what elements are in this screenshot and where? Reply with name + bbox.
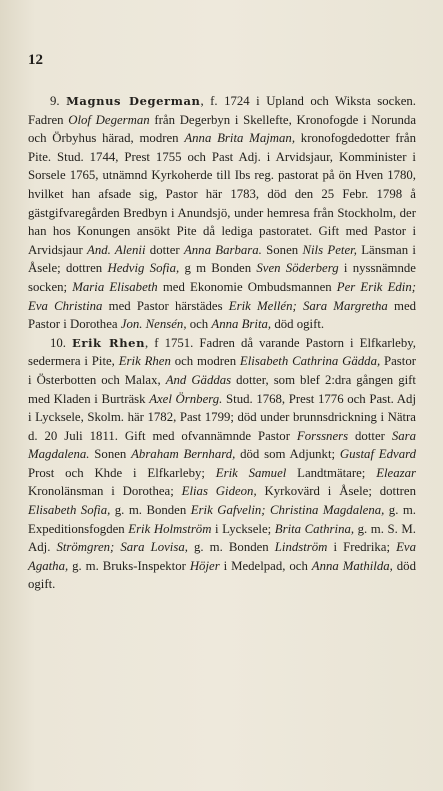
text-run: och modren xyxy=(170,354,240,369)
text-run: med Pastor i Dorothea xyxy=(28,298,417,332)
italic-name-run: Forssners xyxy=(296,428,349,443)
italic-name-run: Sara Magdalena. xyxy=(28,428,416,462)
text-run: g m Bonden xyxy=(179,261,257,276)
entry-number: 10. xyxy=(50,335,66,350)
text-run: , f 1751. Fadren då varande Pastorn i Elfkarleby, sedermera i Pite, xyxy=(28,335,416,369)
text-run: Landtmätare; xyxy=(286,465,377,480)
italic-name-run: Brita Cathrina, xyxy=(274,521,355,536)
text-run: Länsman i Åsele; dottren xyxy=(28,242,416,276)
italic-name-run: Maria Elisabeth xyxy=(72,279,158,294)
text-run: med Pastor härstädes xyxy=(102,298,229,313)
text-run: i nyssnämnde socken; xyxy=(28,261,416,294)
text-run: Pastor i Österbotten och Malax, xyxy=(28,354,416,387)
entry-paragraph xyxy=(28,334,416,594)
italic-name-run: Erik Samuel xyxy=(215,465,287,480)
italic-name-run: Anna Barbara. xyxy=(183,242,262,257)
text-run: dotter xyxy=(348,428,392,443)
text-run: Kyrkovärd i Åsele; dottren xyxy=(256,484,416,499)
text-run: Kronolänsman i Dorothea; xyxy=(28,484,182,499)
italic-name-run: Höjer xyxy=(189,558,220,573)
text-run: kronofogdedotter från Pite. Stud. 1744, Prest 1755 och Past Adj. i Arvidsjaur, Komminister i Sorsele 1765, utnämnd Kyrkoherde till Ibs reg. pastorat på ön Hven 1780, hvilket han afsade sig, Pastor här 1783, död den 25 Febr. 1798 å gästgifvaregården Bredbyn i Anundsjö, under hemresa från Stockholm, der han hos Konungen ansökt Pite då lediga pastoratet. Gift med Pastor i Arvidsjaur xyxy=(28,131,417,257)
text-run: med Ekonomie Ombudsmannen xyxy=(157,279,337,294)
biography-entry xyxy=(28,334,416,594)
text-run: g. m. Bruks-Inspektor xyxy=(68,558,190,573)
italic-name-run: And. Alenii xyxy=(87,242,146,257)
text-run: död ogift. xyxy=(271,317,325,332)
text-run: g. m. S. M. Adj. xyxy=(28,521,416,555)
entry-text xyxy=(28,336,416,592)
italic-name-run: Gustaf Edvard xyxy=(339,447,417,462)
italic-name-run: Per Erik Edin; Eva Christina xyxy=(28,279,417,313)
italic-name-run: Sven Söderberg xyxy=(256,261,339,276)
italic-name-run: Olof Degerman xyxy=(68,112,150,127)
italic-name-run: Anna Brita Majman, xyxy=(184,131,296,146)
biography-entry xyxy=(28,92,416,334)
text-run: Prost och Khde i Elfkarleby; xyxy=(28,465,216,480)
text-run: g. m. Bonden xyxy=(187,540,275,555)
italic-name-run: Hedvig Sofia, xyxy=(107,261,180,276)
entry-text xyxy=(28,94,416,331)
italic-name-run: Erik Rhen xyxy=(118,354,171,369)
text-run: g. m. Bonden xyxy=(110,503,191,518)
entry-number: 9. xyxy=(50,94,60,108)
text-run: i Medelpad, och xyxy=(219,558,312,573)
italic-name-run: Erik Mellén; Sara Margretha xyxy=(228,298,388,313)
text-run: g. m. Expeditionsfogden xyxy=(28,503,417,536)
text-run: , f. 1724 i Upland och Wiksta socken. Fadren xyxy=(28,94,417,127)
italic-name-run: Erik Gafvelin; Christina Magdalena, xyxy=(190,503,385,518)
text-run: Stud. 1768, Prest 1776 och Past. Adj i Lycksele, Skolm. här 1782, Past 1799; död under brunnsdrickning i Nätra d. 20 Juli 1811. Gift med ofvannämnde Pastor xyxy=(28,391,417,443)
text-run: Sonen xyxy=(89,447,132,462)
italic-name-run: Lindström xyxy=(274,540,328,555)
italic-name-run: Anna Brita, xyxy=(211,317,272,332)
italic-name-run: Elisabeth Sofia, xyxy=(28,503,111,518)
page-number: 12 xyxy=(28,52,43,68)
italic-name-run: Anna Mathilda, xyxy=(311,558,393,573)
italic-name-run: Strömgren; Sara Lovisa, xyxy=(56,540,188,555)
text-run: död ogift. xyxy=(28,558,416,592)
text-run: Sonen xyxy=(261,242,303,257)
italic-name-run: Axel Örnberg. xyxy=(149,391,223,406)
italic-name-run: Nils Peter, xyxy=(302,242,357,257)
text-run: dotter xyxy=(145,242,184,257)
entry-name: Erik Rhen xyxy=(72,335,146,350)
text-run: i Lycksele; xyxy=(211,521,275,536)
italic-name-run: Elisabeth Cathrina Gädda, xyxy=(239,354,381,369)
italic-name-run: Jon. Nensén, xyxy=(120,317,187,332)
text-run: i Fredrika; xyxy=(327,540,397,555)
italic-name-run: And Gäddas xyxy=(165,372,232,387)
page-body xyxy=(28,92,416,594)
text-run: dotter, som blef 2:dra gången gift med Kladen i Burträsk xyxy=(28,372,416,406)
italic-name-run: Eva Agatha, xyxy=(28,540,416,573)
italic-name-run: Erik Holmström xyxy=(128,521,212,536)
entry-paragraph xyxy=(28,92,416,334)
italic-name-run: Eleazar xyxy=(376,465,416,480)
text-run: och xyxy=(186,317,212,332)
italic-name-run: Elias Gideon, xyxy=(181,484,257,499)
text-run: från Degerbyn i Skellefte, Kronofogde i Norunda och Örbyhus härad, modren xyxy=(28,112,417,146)
entry-name: Magnus Degerman xyxy=(66,94,201,108)
italic-name-run: Abraham Bernhard, xyxy=(131,447,236,462)
text-run: död som Adjunkt; xyxy=(235,447,340,462)
